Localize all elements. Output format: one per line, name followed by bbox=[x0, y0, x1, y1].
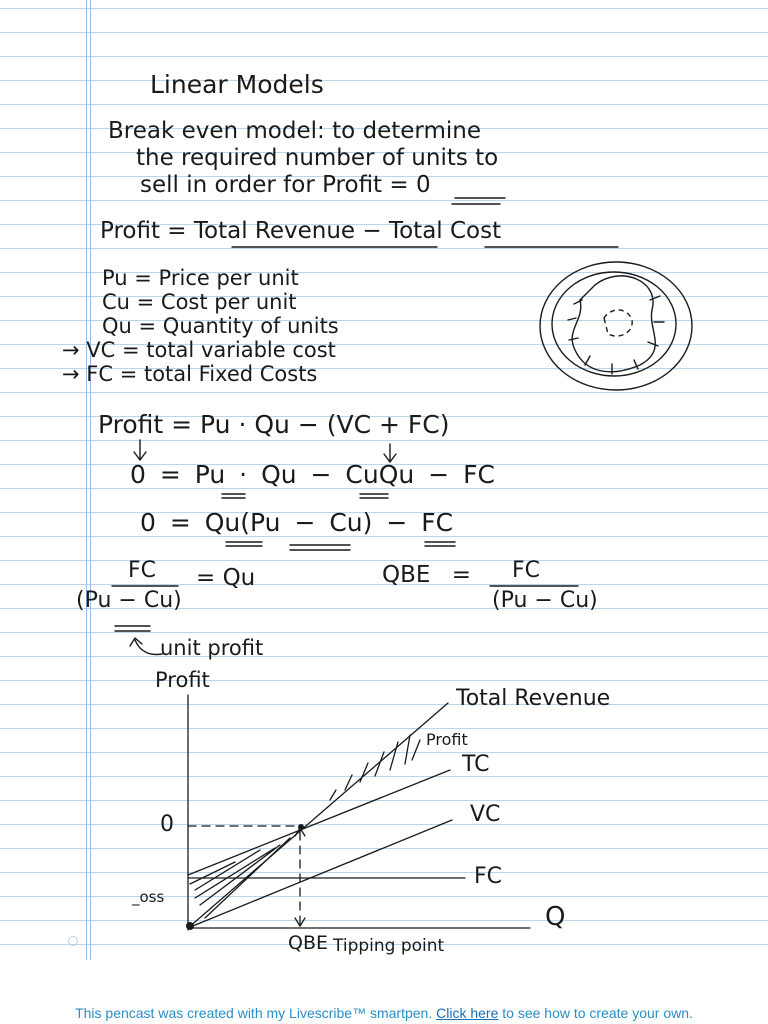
qbe-lhs: QBE = bbox=[382, 562, 471, 588]
variable-item: → FC = total Fixed Costs bbox=[62, 362, 318, 386]
profit-area-label: Profit bbox=[426, 730, 468, 749]
zero-label: 0 bbox=[160, 812, 174, 837]
qbe-label: QBE bbox=[288, 932, 328, 954]
graph-y-label: Profit bbox=[155, 668, 210, 692]
vc-line bbox=[188, 820, 452, 928]
footer-text-after: to see how to create your own. bbox=[502, 1005, 693, 1021]
variable-item: → VC = total variable cost bbox=[62, 338, 336, 362]
definition-line: sell in order for Profit = 0 bbox=[140, 172, 431, 198]
footer-link[interactable]: Click here bbox=[436, 1005, 499, 1021]
equation-2: 0 = Pu · Qu − CuQu − FC bbox=[130, 460, 495, 489]
eq4-rhs: = Qu bbox=[196, 565, 256, 591]
tipping-point-label: Tipping point bbox=[333, 936, 445, 956]
definition-line: the required number of units to bbox=[136, 145, 499, 171]
fc-label: FC bbox=[474, 864, 503, 889]
qbe-numerator: FC bbox=[512, 558, 541, 583]
variable-item: Pu = Price per unit bbox=[102, 266, 299, 290]
page-title: Linear Models bbox=[150, 70, 324, 99]
tc-label: TC bbox=[462, 752, 490, 777]
eq4-numerator: FC bbox=[128, 558, 157, 583]
total-revenue-line bbox=[188, 703, 448, 928]
eq4-denominator: (Pu − Cu) bbox=[76, 588, 182, 613]
variable-item: Qu = Quantity of units bbox=[102, 314, 339, 338]
definition bbox=[108, 118, 498, 199]
graph-x-label: Q bbox=[545, 902, 566, 932]
profit-equation: Profit = Total Revenue − Total Cost bbox=[100, 218, 502, 244]
variable-item: Cu = Cost per unit bbox=[102, 290, 297, 314]
total-revenue-label: Total Revenue bbox=[456, 686, 611, 711]
loss-label: _oss bbox=[132, 888, 165, 906]
vc-label: VC bbox=[470, 802, 501, 827]
variable-list bbox=[62, 266, 339, 386]
qbe-denominator: (Pu − Cu) bbox=[492, 588, 598, 613]
unit-profit-note: unit profit bbox=[160, 636, 264, 660]
footer-text: This pencast was created with my Livescribe™ smartpen. bbox=[75, 1005, 433, 1021]
footer bbox=[0, 1005, 768, 1021]
equation-1: Profit = Pu · Qu − (VC + FC) bbox=[98, 410, 450, 439]
tc-line bbox=[188, 770, 450, 875]
equation-3: 0 = Qu(Pu − Cu) − FC bbox=[140, 508, 454, 537]
definition-line: Break even model: to determine bbox=[108, 118, 481, 144]
